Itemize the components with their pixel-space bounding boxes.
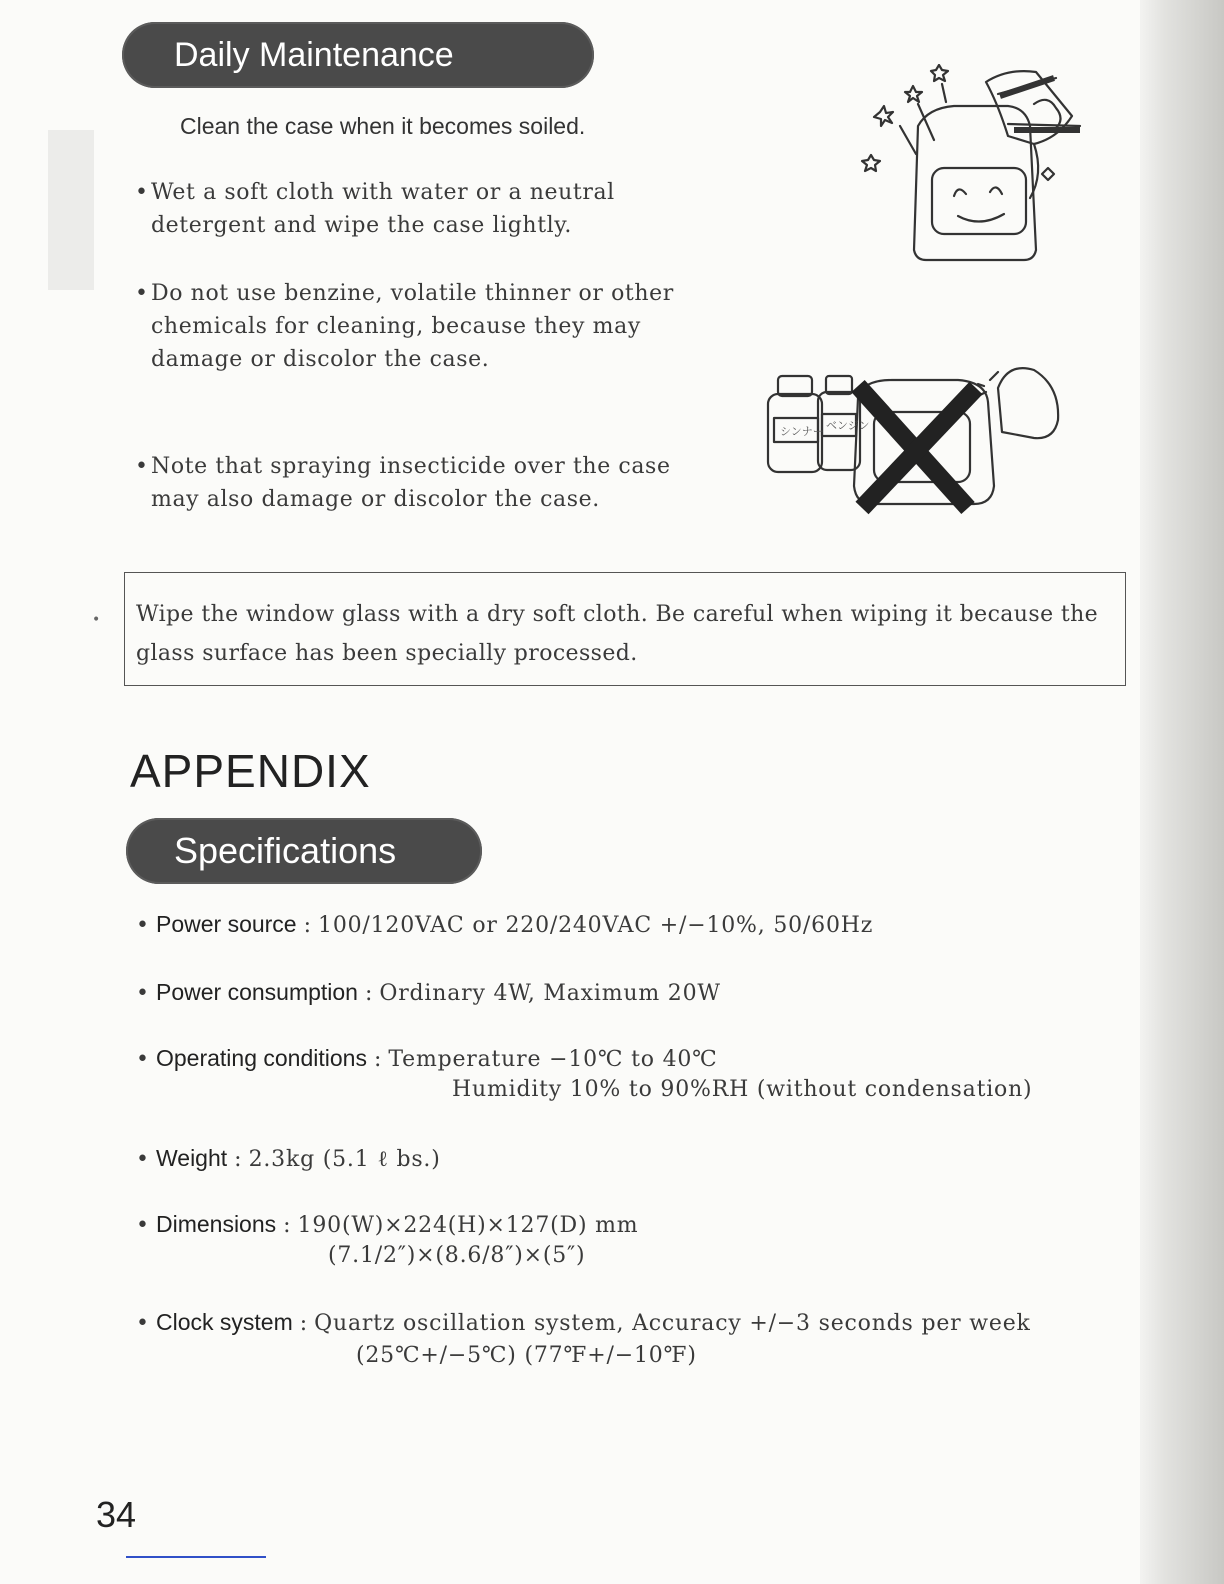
spec-item-power-source: • Power source : 100/120VAC or 220/240VAC +/−10%, 50/60Hz: [136, 911, 874, 938]
list-item: [135, 277, 695, 376]
spec-value: Quartz oscillation system, Accuracy +/−3 seconds per week: [314, 1311, 1031, 1336]
spec-continuation: [452, 1074, 1032, 1106]
spec-value: 190(W)×224(H)×127(D) mm: [297, 1213, 639, 1238]
page-binding-shadow: [1140, 0, 1224, 1584]
spec-label: Power source: [155, 911, 297, 937]
bullet-text: Wet a soft cloth with water or a neutral detergent and wipe the case lightly.: [151, 180, 615, 238]
section-tab-marker: [48, 130, 94, 290]
spec-continuation: [356, 1340, 697, 1372]
spec-item-clock-system: • Clock system : Quartz oscillation system, Accuracy +/−3 seconds per week: [136, 1309, 1031, 1336]
specifications-heading-text: Specifications: [174, 830, 397, 871]
glass-care-note-text: Wipe the window glass with a dry soft cloth. Be careful when wiping it because the glass surface has been specially processed.: [136, 602, 1099, 666]
clean-device-illustration: [858, 64, 1098, 270]
daily-intro: Clean the case when it becomes soiled.: [180, 113, 586, 139]
spec-value: 2.3kg (5.1 ℓ bs.): [248, 1147, 441, 1172]
spec-item-dimensions: • Dimensions : 190(W)×224(H)×127(D) mm: [136, 1211, 639, 1238]
list-item: [135, 450, 695, 516]
spec-value: 100/120VAC or 220/240VAC +/−10%, 50/60Hz: [318, 913, 874, 938]
bullet-dot: •: [135, 180, 149, 205]
spec-continuation: [328, 1240, 585, 1272]
spec-value: Temperature −10℃ to 40℃: [388, 1047, 718, 1072]
spec-label: Weight: [155, 1145, 228, 1171]
spec-label: Operating conditions: [155, 1045, 367, 1071]
bottle-label-benzine: ベンジン: [826, 419, 870, 432]
appendix-heading: APPENDIX: [130, 745, 371, 797]
bullet-text: Do not use benzine, volatile thinner or other chemicals for cleaning, because they may damage or discolor the case.: [151, 281, 674, 372]
bullet-text: Note that spraying insecticide over the case may also damage or discolor the case.: [151, 454, 671, 512]
spec-item-operating-conditions: • Operating conditions : Temperature −10℃ to 40℃: [136, 1045, 718, 1072]
footer-rule: [126, 1556, 266, 1558]
daily-maintenance-heading-text: Daily Maintenance: [174, 35, 454, 74]
page-number: 34: [96, 1494, 137, 1535]
margin-dot: •: [92, 612, 101, 628]
chemicals-prohibited-illustration: [762, 358, 1062, 518]
spec-label: Power consumption: [155, 979, 358, 1005]
spec-label: Clock system: [155, 1309, 293, 1335]
glass-care-note: [124, 572, 1126, 686]
spec-item-power-consumption: • Power consumption : Ordinary 4W, Maximum 20W: [136, 979, 721, 1006]
spec-value-continued: Humidity 10% to 90%RH (without condensation): [452, 1077, 1033, 1102]
bullet-dot: •: [135, 454, 149, 479]
daily-maintenance-heading: [122, 22, 594, 88]
bullet-dot: •: [135, 281, 149, 306]
spec-label: Dimensions: [155, 1211, 277, 1237]
spec-value-continued: (7.1/2″)×(8.6/8″)×(5″): [328, 1243, 586, 1268]
spec-value: Ordinary 4W, Maximum 20W: [379, 981, 721, 1006]
spec-item-weight: • Weight : 2.3kg (5.1 ℓ bs.): [136, 1145, 441, 1172]
bottle-label-thinner: シンナー: [780, 425, 824, 438]
spec-value-continued: (25℃+/−5℃) (77℉+/−10℉): [356, 1343, 697, 1368]
specifications-heading: [126, 818, 482, 884]
list-item: [135, 176, 695, 242]
